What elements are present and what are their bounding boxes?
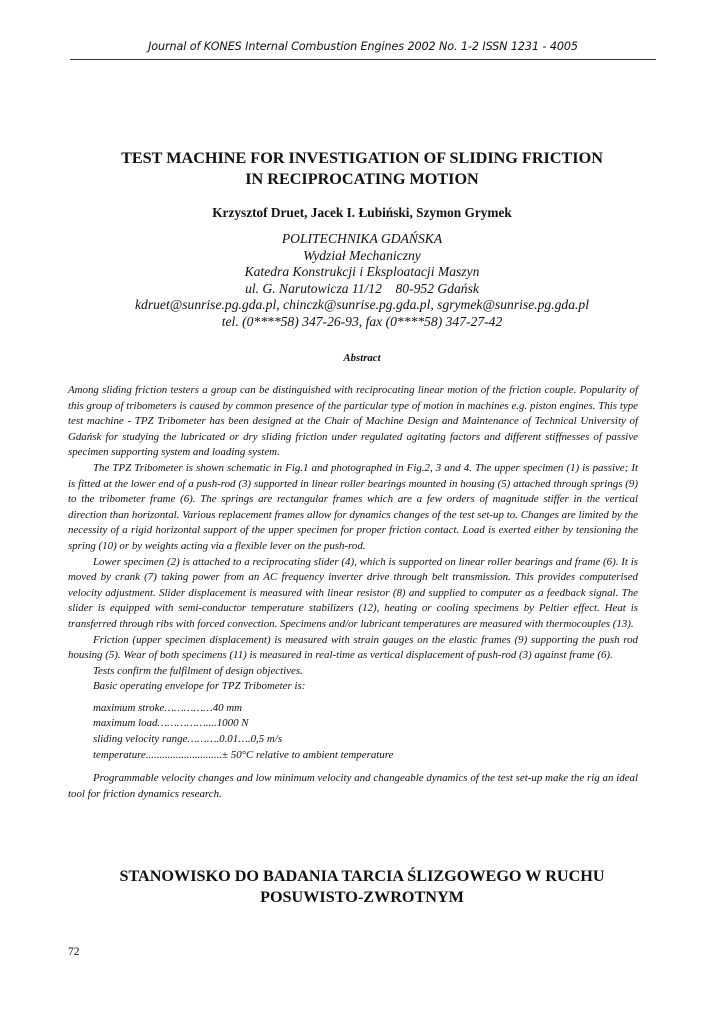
title-line-1: TEST MACHINE FOR INVESTIGATION OF SLIDING FRICTION: [121, 149, 603, 167]
abstract-paragraph: Lower specimen (2) is attached to a reciprocating slider (4), which is supported on linear roller bearings and frame (6). It is moved by crank (7) taking power from an AC frequency inverter drive through belt transmission. This provides computerised velocity adjustment. Slider displacement is measured with linear resistor (8) and supplied to computer as a feedback signal. The slider is equipped with semi-conductor temperature stabilizers (12), heating or cooling specimens by Peltier effect. Heat is transferred through ribs with forced convection. Specimens and/or lubricant temperatures are measured with thermocouples (13).: [68, 555, 638, 630]
affiliation-address: ul. G. Narutowicza 11/12 80-952 Gdańsk: [245, 280, 479, 296]
parameter-max-stroke: maximum stroke……………40 mm: [93, 701, 243, 714]
title-line-2: IN RECIPROCATING MOTION: [245, 170, 479, 188]
parameter-max-load: maximum load……………....1000 N: [93, 717, 249, 730]
polish-title: [60, 866, 664, 908]
paper-title: [60, 148, 664, 190]
affiliation-faculty: Wydział Mechaniczny: [303, 247, 421, 263]
abstract-paragraph: Friction (upper specimen displacement) is measured with strain gauges on the elastic frames (9) supporting the push rod housing (5). Wear of both specimens (11) is measured in real-time as vertical displacement of push-rod (3) against frame (6).: [68, 633, 638, 662]
author-list: Krzysztof Druet, Jacek I. Łubiński, Szymon Grymek: [212, 205, 512, 220]
abstract-paragraph: Tests confirm the fulfilment of design objectives.: [93, 664, 303, 677]
parameter-temperature: temperature............................± 50°C relative to ambient temperature: [93, 748, 394, 761]
affiliation-block: [40, 231, 684, 330]
abstract-heading: Abstract: [343, 352, 381, 364]
affiliation-phone: tel. (0****58) 347-26-93, fax (0****58) 347-27-42: [221, 313, 503, 329]
affiliation-emails: kdruet@sunrise.pg.gda.pl, chinczk@sunrise.pg.gda.pl, sgrymek@sunrise.pg.gda.pl: [135, 297, 589, 312]
abstract-paragraph: The TPZ Tribometer is shown schematic in Fig.1 and photographed in Fig.2, 3 and 4. The upper specimen (1) is passive; It is fitted at the lower end of a push-rod (3) supported in linear roller bearings mounted in housing (5) attached through springs (9) to the tribometer frame (6). The springs are rectangular frames which are a few orders of magnitude stiffer in the vertical direction than horizontal. Various replacement frames allow for dynamics changes of the test set-up to. Changes are limited by the necessity of a rigid horizontal support of the upper specimen for proper friction contact. Load is exerted either by tensioning the spring (10) or by weights acting via a flexible lever on the push-rod.: [68, 461, 638, 552]
abstract-body: [68, 383, 638, 802]
closing-paragraph: Programmable velocity changes and low minimum velocity and changeable dynamics of the test set-up make the rig an ideal tool for friction dynamics research.: [68, 772, 638, 800]
polish-title-line-2: POSUWISTO-ZWROTNYM: [260, 888, 464, 906]
polish-title-line-1: STANOWISKO DO BADANIA TARCIA ŚLIZGOWEGO W RUCHU: [119, 867, 605, 885]
header-rule: [70, 59, 656, 60]
abstract-paragraph: Basic operating envelope for TPZ Tribometer is:: [93, 680, 306, 693]
page-number: 72: [68, 946, 80, 958]
parameter-list: [93, 701, 638, 763]
affiliation-department: Katedra Konstrukcji i Eksploatacji Maszyn: [244, 264, 480, 279]
running-head: Journal of KONES Internal Combustion Engines 2002 No. 1-2 ISSN 1231 - 4005: [148, 40, 578, 53]
affiliation-university: POLITECHNIKA GDAŃSKA: [281, 231, 443, 246]
parameter-velocity-range: sliding velocity range……….0.01….0,5 m/s: [93, 733, 283, 746]
abstract-paragraph: Among sliding friction testers a group can be distinguished with reciprocating linear motion of the friction couple. Popularity of this group of tribometers is caused by common presence of the particular type of motion in machines e.g. piston engines. This type test machine - TPZ Tribometer has been designed at the Chair of Machine Design and Maintenance of Technical University of Gdańsk for studying the lubricated or dry sliding friction under regulated agitating factors and different stiffnesses of passive specimen supporting system and loading system.: [68, 384, 638, 459]
